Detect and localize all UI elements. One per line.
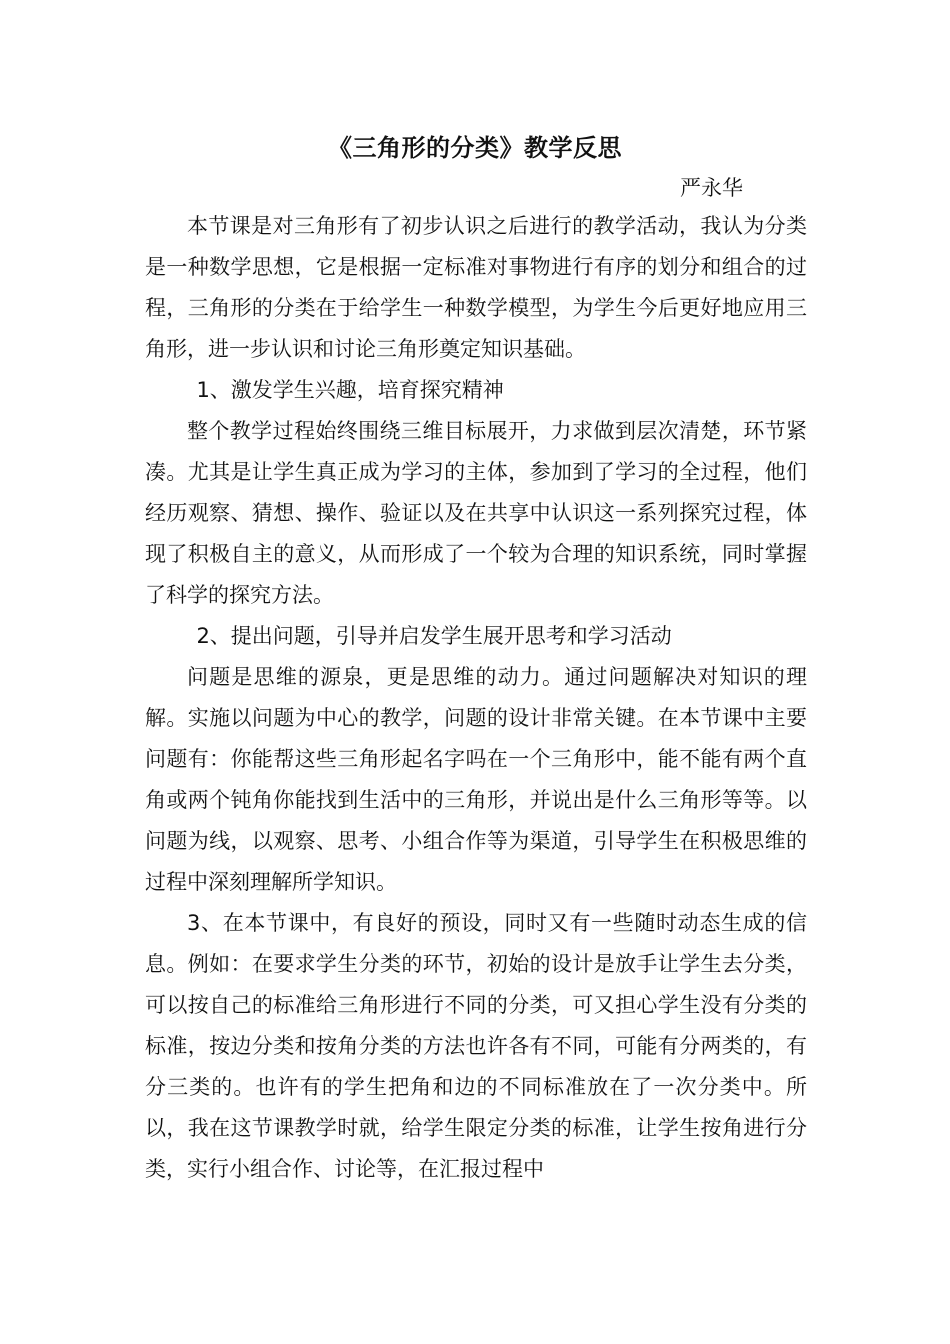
section-heading-2: 2、提出问题，引导并启发学生展开思考和学习活动 xyxy=(196,624,672,648)
author-name: 严永华 xyxy=(680,176,743,200)
document-title: 《三角形的分类》教学反思 xyxy=(328,134,622,162)
paragraph-intro: 本节课是对三角形有了初步认识之后进行的教学活动，我认为分类是一种数学思想，它是根据一定标准对事物进行有序的划分和组合的过程，三角形的分类在于给学生一种数学模型，为学生今后更好地应用三角形，进一步认识和讨论三角形奠定知识基础。 xyxy=(145,214,807,361)
document-body xyxy=(145,206,807,1190)
paragraph-section-3: 3、在本节课中，有良好的预设，同时又有一些随时动态生成的信息。例如：在要求学生分类的环节，初始的设计是放手让学生去分类，可以按自己的标准给三角形进行不同的分类，可又担心学生没有分类的标准，按边分类和按角分类的方法也许各有不同，可能有分两类的，有分三类的。也许有的学生把角和边的不同标准放在了一次分类中。所以，我在这节课教学时就，给学生限定分类的标准，让学生按角进行分类，实行小组合作、讨论等，在汇报过程中 xyxy=(145,911,807,1181)
section-heading-1: 1、激发学生兴趣，培育探究精神 xyxy=(196,378,504,402)
paragraph-section-2: 问题是思维的源泉，更是思维的动力。通过问题解决对知识的理解。实施以问题为中心的教学，问题的设计非常关键。在本节课中主要问题有：你能帮这些三角形起名字吗在一个三角形中，能不能有两个直角或两个钝角你能找到生活中的三角形，并说出是什么三角形等等。以问题为线，以观察、思考、小组合作等为渠道，引导学生在积极思维的过程中深刻理解所学知识。 xyxy=(145,665,807,894)
paragraph-section-1: 整个教学过程始终围绕三维目标展开，力求做到层次清楚，环节紧凑。尤其是让学生真正成为学习的主体，参加到了学习的全过程，他们经历观察、猜想、操作、验证以及在共享中认识这一系列探究过程，体现了积极自主的意义，从而形成了一个较为合理的知识系统，同时掌握了科学的探究方法。 xyxy=(145,419,807,607)
